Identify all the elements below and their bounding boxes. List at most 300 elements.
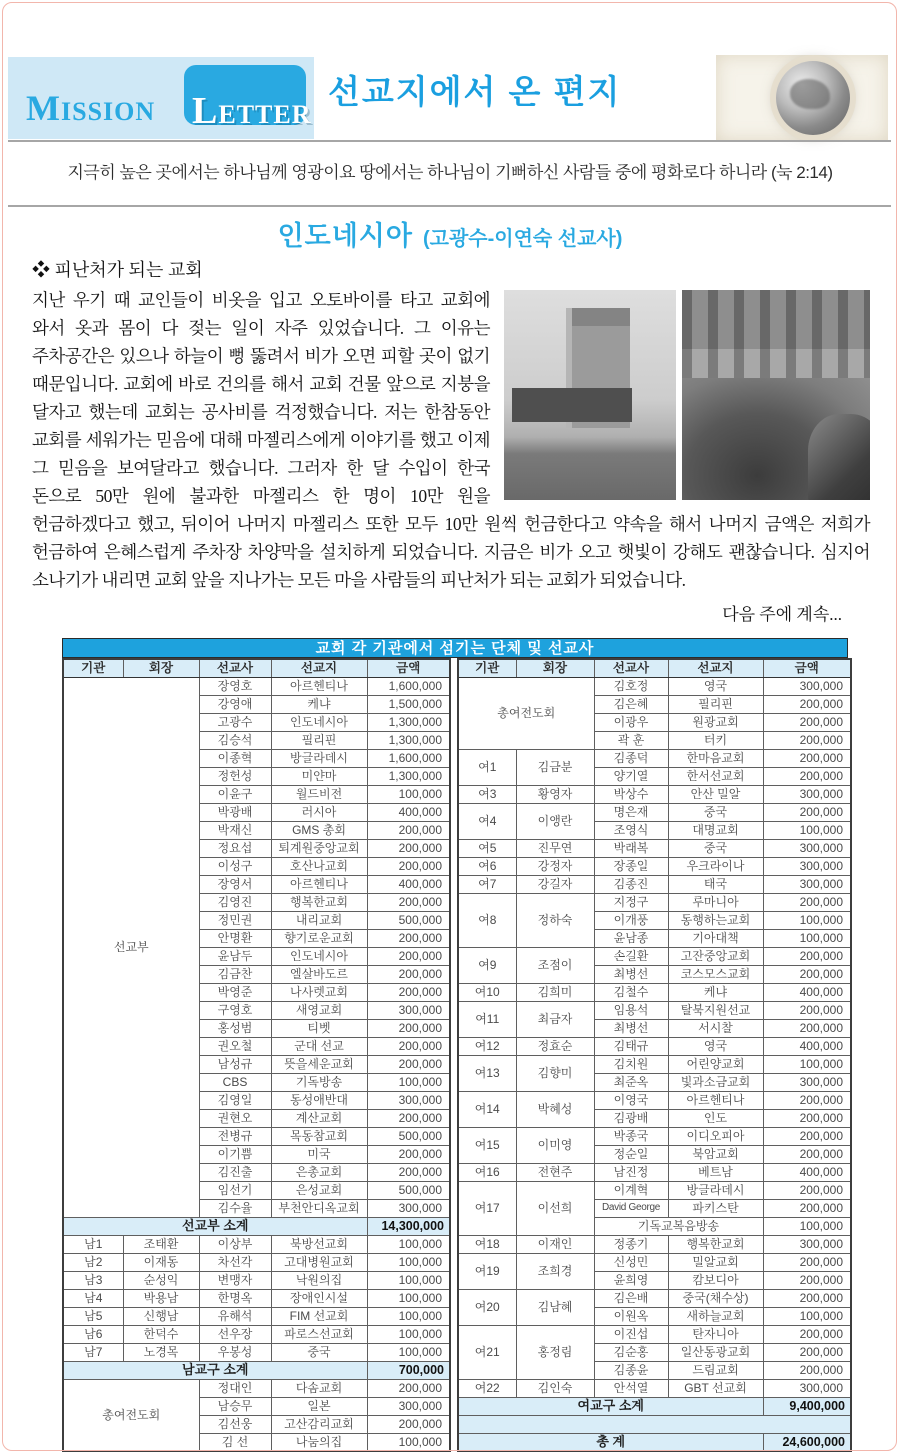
table-cell: 남성규: [199, 1055, 271, 1073]
table-cell: 탄자니아: [668, 1325, 763, 1343]
table-row: [458, 1415, 851, 1433]
table-cell: 행복한교회: [668, 1235, 763, 1253]
table-cell: 조희경: [516, 1253, 594, 1289]
table-cell: 부천안디옥교회: [271, 1199, 367, 1217]
table-cell: David George: [594, 1199, 668, 1217]
table-cell: 200,000: [763, 1361, 851, 1379]
table-cell: 200,000: [367, 1055, 450, 1073]
table-cell: 200,000: [763, 1019, 851, 1037]
table-cell: 200,000: [367, 929, 450, 947]
table-row: [458, 1001, 851, 1019]
table-cell: 내리교회: [271, 911, 367, 929]
table-row: [63, 1235, 450, 1253]
table-cell: 고잔중앙교회: [668, 947, 763, 965]
table-cell: 정대인: [199, 1379, 271, 1397]
table-row: [458, 1253, 851, 1271]
table-cell: 김종덕: [594, 749, 668, 767]
table-row: [458, 983, 851, 1001]
table-row: [458, 1163, 851, 1181]
column-header: 선교사: [199, 659, 271, 677]
table-cell: 나눔의집: [271, 1433, 367, 1451]
table-cell: 김은혜: [594, 695, 668, 713]
table-cell: 노경목: [123, 1343, 199, 1361]
table-cell: 박재신: [199, 821, 271, 839]
table-cell: 김종진: [594, 875, 668, 893]
table-cell: 월드비전: [271, 785, 367, 803]
column-header: 기관: [458, 659, 516, 677]
table-cell: 300,000: [367, 1397, 450, 1415]
table-cell: 100,000: [367, 1307, 450, 1325]
table-cell: 차선각: [199, 1253, 271, 1271]
article-heading: ❖ 피난처가 되는 교회: [32, 260, 203, 280]
table-cell: 김남혜: [516, 1289, 594, 1325]
table-cell: 홍성범: [199, 1019, 271, 1037]
table-cell: 장영호: [199, 677, 271, 695]
table-cell: 100,000: [367, 1343, 450, 1361]
table-cell: 200,000: [367, 1037, 450, 1055]
table-cell: 200,000: [367, 857, 450, 875]
table-cell: 엘살바도르: [271, 965, 367, 983]
table-cell: 이상부: [199, 1235, 271, 1253]
table-cell: 강길자: [516, 875, 594, 893]
table-cell: 1,600,000: [367, 749, 450, 767]
table-cell: 전현주: [516, 1163, 594, 1181]
table-cell: 300,000: [763, 857, 851, 875]
table-cell: 200,000: [367, 821, 450, 839]
table-cell: 김철수: [594, 983, 668, 1001]
table-cell: 임선기: [199, 1181, 271, 1199]
bible-verse: 지극히 높은 곳에서는 하나님께 영광이요 땅에서는 하나님이 기뻐하신 사람들 중에 평화로다 하니라 (눅 2:14): [67, 163, 833, 182]
table-cell: 권현오: [199, 1109, 271, 1127]
table-cell: 200,000: [763, 695, 851, 713]
table-cell: 200,000: [763, 1091, 851, 1109]
table-cell: 신행남: [123, 1307, 199, 1325]
table-cell: 정순일: [594, 1145, 668, 1163]
table-cell: 100,000: [367, 1325, 450, 1343]
table-cell: 진무연: [516, 839, 594, 857]
table-cell: 1,600,000: [367, 677, 450, 695]
donation-tables: [62, 658, 848, 1452]
table-cell: 100,000: [367, 785, 450, 803]
donation-table-left: [62, 658, 451, 1452]
table-row: [458, 1325, 851, 1343]
table-cell: 나사렛교회: [271, 983, 367, 1001]
table-cell: 김금분: [516, 749, 594, 785]
table-cell: 100,000: [763, 1217, 851, 1235]
table-cell: 200,000: [763, 1271, 851, 1289]
table-cell: 중국: [668, 839, 763, 857]
table-cell: 300,000: [763, 1235, 851, 1253]
table-cell: FIM 선교회: [271, 1307, 367, 1325]
table-cell: 행복한교회: [271, 893, 367, 911]
table-row: [458, 677, 851, 695]
table-cell: 최준옥: [594, 1073, 668, 1091]
section-missionaries: (고광수-이연숙 선교사): [423, 228, 623, 250]
table-cell: 김영진: [199, 893, 271, 911]
table-cell: 한서선교회: [668, 767, 763, 785]
table-cell: 정종기: [594, 1235, 668, 1253]
table-cell: 베트남: [668, 1163, 763, 1181]
table-cell: 대명교회: [668, 821, 763, 839]
article-photos: [504, 290, 870, 500]
table-cell: 200,000: [367, 1109, 450, 1127]
table-cell: 손길환: [594, 947, 668, 965]
table-cell: 강영애: [199, 695, 271, 713]
table-cell: 인도네시아: [271, 713, 367, 731]
table-cell: 향기로운교회: [271, 929, 367, 947]
table-row: [458, 749, 851, 767]
table-cell: 100,000: [367, 1433, 450, 1451]
table-cell: 정헌성: [199, 767, 271, 785]
table-cell: 200,000: [367, 1163, 450, 1181]
table-cell: 김진출: [199, 1163, 271, 1181]
table-cell: 300,000: [763, 839, 851, 857]
table-cell: 케냐: [668, 983, 763, 1001]
table-cell: 200,000: [763, 749, 851, 767]
table-cell: 여7: [458, 875, 516, 893]
table-cell: 일산동광교회: [668, 1343, 763, 1361]
table-cell: 다솜교회: [271, 1379, 367, 1397]
table-cell: CBS: [199, 1073, 271, 1091]
table-cell: 아르헨티나: [271, 677, 367, 695]
table-cell: 계산교회: [271, 1109, 367, 1127]
table-cell: 드림교회: [668, 1361, 763, 1379]
table-cell: 최병선: [594, 965, 668, 983]
table-cell: 구영호: [199, 1001, 271, 1019]
subtotal-cell: 선교부 소계: [63, 1217, 367, 1235]
table-cell: 동행하는교회: [668, 911, 763, 929]
table-cell: 이계혁: [594, 1181, 668, 1199]
table-cell: 조점이: [516, 947, 594, 983]
subtotal-cell: 700,000: [367, 1361, 450, 1379]
table-cell: 100,000: [763, 1307, 851, 1325]
section-title: [0, 214, 900, 253]
table-cell: 목동참교회: [271, 1127, 367, 1145]
table-cell: 빛과소금교회: [668, 1073, 763, 1091]
table-cell: 200,000: [367, 965, 450, 983]
table-cell: 200,000: [763, 1181, 851, 1199]
table-cell: 박용남: [123, 1289, 199, 1307]
table-cell: 남7: [63, 1343, 123, 1361]
table-cell: 안석열: [594, 1379, 668, 1397]
table-cell: 이디오피아: [668, 1127, 763, 1145]
table-cell: 김선웅: [199, 1415, 271, 1433]
table-row: [458, 803, 851, 821]
subtotal-cell: 총 계: [458, 1433, 763, 1451]
table-cell: 200,000: [763, 1001, 851, 1019]
table-cell: 200,000: [367, 1379, 450, 1397]
table-cell: 이윤구: [199, 785, 271, 803]
table-cell: 남6: [63, 1325, 123, 1343]
table-cell: 300,000: [763, 785, 851, 803]
table-cell: 서시찰: [668, 1019, 763, 1037]
table-title: 교회 각 기관에서 섬기는 단체 및 선교사: [62, 638, 848, 658]
table-cell: 200,000: [367, 947, 450, 965]
table-cell: 여9: [458, 947, 516, 983]
table-row: [458, 1055, 851, 1073]
article-body: 지난 우기 때 교인들이 비옷을 입고 오토바이를 타고 교회에 와서 옷과 몸이 다 젖는 일이 자주 있었습니다. 그 이유는 주차공간은 있으나 하늘이 뻥 뚫려서 비가 오면 피할 곳이 없기 때문입니다. 교회에 바로 건의를 해서 교회 건물 앞으로 지붕을 달자고 했는데 교회는 공사비를 걱정했습니다. 저는 한참동안 교회를 세워가는 믿음에 대해 마젤리스에게 이야기를 했고 이제 그 믿음을 보여달라고 했습니다. 그러자 한 달 수입이 한국 돈으로 50만 원에 불과한 마젤리스 한 명이 10만 원을 헌금하겠다고 했고, 뒤이어 나머지 마젤리스 또한 모두 10만 원씩 헌금한다고 약속을 해서 나머지 금액은 저희가 헌금하여 은혜스럽게 주차장 차양막을 설치하게 되었습니다. 지금은 비가 오고 햇빛이 강해도 괜찮습니다. 심지어 소나기가 내리면 교회 앞을 지나가는 모든 마을 사람들의 피난처가 되는 교회가 되었습니다.: [32, 290, 870, 590]
table-cell: 순성익: [123, 1271, 199, 1289]
table-cell: 이선희: [516, 1181, 594, 1235]
table-cell: 이재인: [516, 1235, 594, 1253]
table-cell: 100,000: [763, 929, 851, 947]
table-row: [63, 1361, 450, 1379]
table-cell: 김인숙: [516, 1379, 594, 1397]
table-cell: 300,000: [367, 1091, 450, 1109]
table-cell: 은성교회: [271, 1181, 367, 1199]
subtotal-cell: 14,300,000: [367, 1217, 450, 1235]
table-cell: 기독방송: [271, 1073, 367, 1091]
table-row: [458, 785, 851, 803]
table-cell: 남1: [63, 1235, 123, 1253]
table-cell: 최금자: [516, 1001, 594, 1037]
table-cell: 새하늘교회: [668, 1307, 763, 1325]
to-be-continued: 다음 주에 계속...: [722, 605, 842, 624]
table-cell: 김광배: [594, 1109, 668, 1127]
table-cell: 300,000: [763, 677, 851, 695]
section-country: 인도네시아: [277, 221, 413, 251]
table-cell: 남5: [63, 1307, 123, 1325]
table-cell: 여20: [458, 1289, 516, 1325]
table-cell: 김희미: [516, 983, 594, 1001]
table-cell: 200,000: [367, 893, 450, 911]
table-cell: 조영식: [594, 821, 668, 839]
table-cell: 태국: [668, 875, 763, 893]
table-cell: 300,000: [763, 1073, 851, 1091]
table-row: [458, 1433, 851, 1451]
table-cell: 파키스탄: [668, 1199, 763, 1217]
table-cell: 500,000: [367, 1181, 450, 1199]
table-cell: 고광수: [199, 713, 271, 731]
table-cell: 호산나교회: [271, 857, 367, 875]
table-cell: 밀알교회: [668, 1253, 763, 1271]
table-cell: 인도네시아: [271, 947, 367, 965]
table-cell: 여16: [458, 1163, 516, 1181]
table-cell: 200,000: [763, 1109, 851, 1127]
table-cell: 여3: [458, 785, 516, 803]
table-cell: 탈북지원선교: [668, 1001, 763, 1019]
table-cell: 중국: [668, 803, 763, 821]
table-row: [63, 1271, 450, 1289]
table-cell: 박래복: [594, 839, 668, 857]
column-header: 기관: [63, 659, 123, 677]
table-cell: 100,000: [763, 911, 851, 929]
table-cell: 조태환: [123, 1235, 199, 1253]
table-cell: 명은재: [594, 803, 668, 821]
table-cell: 뜻을세운교회: [271, 1055, 367, 1073]
logo-mission-text: MISSION: [26, 88, 156, 128]
table-cell: 최병선: [594, 1019, 668, 1037]
table-cell: 선우장: [199, 1325, 271, 1343]
table-cell: 원광교회: [668, 713, 763, 731]
table-cell: 200,000: [763, 803, 851, 821]
table-cell: 김종윤: [594, 1361, 668, 1379]
table-row: [458, 1235, 851, 1253]
table-cell: 우봉성: [199, 1343, 271, 1361]
table-cell: 김태규: [594, 1037, 668, 1055]
subtotal-cell: 9,400,000: [763, 1397, 851, 1415]
table-cell: 여15: [458, 1127, 516, 1163]
subtotal-cell: 남교구 소계: [63, 1361, 367, 1379]
table-cell: 파로스선교회: [271, 1325, 367, 1343]
table-cell: 군대 선교: [271, 1037, 367, 1055]
table-row: [458, 1127, 851, 1145]
mission-letter-logo: [26, 65, 312, 135]
table-cell: 총여전도회: [63, 1379, 199, 1451]
table-cell: 윤남두: [199, 947, 271, 965]
table-cell: 여19: [458, 1253, 516, 1289]
table-cell: 이성구: [199, 857, 271, 875]
table-cell: 200,000: [763, 1253, 851, 1271]
table-cell: 티벳: [271, 1019, 367, 1037]
table-cell: 300,000: [763, 1379, 851, 1397]
table-cell: 김금찬: [199, 965, 271, 983]
table-cell: 곽 훈: [594, 731, 668, 749]
table-cell: 이진섭: [594, 1325, 668, 1343]
table-cell: 남4: [63, 1289, 123, 1307]
table-cell: 러시아: [271, 803, 367, 821]
table-cell: 장애인시설: [271, 1289, 367, 1307]
table-cell: 이재동: [123, 1253, 199, 1271]
table-cell: 박상수: [594, 785, 668, 803]
table-row: [63, 1343, 450, 1361]
table-cell: 200,000: [763, 1343, 851, 1361]
table-cell: 500,000: [367, 1127, 450, 1145]
table-cell: 한덕수: [123, 1325, 199, 1343]
table-cell: 200,000: [763, 1289, 851, 1307]
table-cell: 필리핀: [271, 731, 367, 749]
table-cell: 퇴계원중앙교회: [271, 839, 367, 857]
table-cell: 100,000: [367, 1253, 450, 1271]
table-row: [458, 839, 851, 857]
table-cell: 1,300,000: [367, 767, 450, 785]
table-cell: 안산 밀알: [668, 785, 763, 803]
table-row: [458, 1181, 851, 1199]
table-cell: 선교부: [63, 677, 199, 1217]
motorbikes-under-canopy-photo: [682, 290, 870, 500]
table-cell: 영국: [668, 1037, 763, 1055]
diamond-bullet-icon: ❖: [32, 260, 50, 280]
table-cell: 200,000: [763, 731, 851, 749]
table-row: [63, 1307, 450, 1325]
table-cell: 임용석: [594, 1001, 668, 1019]
table-cell: 이원옥: [594, 1307, 668, 1325]
table-cell: 황영자: [516, 785, 594, 803]
table-row: [63, 1253, 450, 1271]
table-cell: 고대병원교회: [271, 1253, 367, 1271]
table-row: [63, 1379, 450, 1397]
table-row: [458, 875, 851, 893]
table-cell: 윤희영: [594, 1271, 668, 1289]
table-cell: 200,000: [763, 1145, 851, 1163]
table-cell: 200,000: [367, 983, 450, 1001]
table-cell: 김치원: [594, 1055, 668, 1073]
table-row: [458, 1091, 851, 1109]
table-cell: 남승무: [199, 1397, 271, 1415]
table-cell: 김향미: [516, 1055, 594, 1091]
table-cell: 새영교회: [271, 1001, 367, 1019]
table-cell: 200,000: [763, 713, 851, 731]
subtotal-cell: 24,600,000: [763, 1433, 851, 1451]
table-cell: 이기쁨: [199, 1145, 271, 1163]
table-cell: 안명환: [199, 929, 271, 947]
table-cell: 북암교회: [668, 1145, 763, 1163]
table-cell: 1,300,000: [367, 713, 450, 731]
table-cell: 한명옥: [199, 1289, 271, 1307]
subtotal-cell: 여교구 소계: [458, 1397, 763, 1415]
table-cell: 이미영: [516, 1127, 594, 1163]
table-cell: 동성애반대: [271, 1091, 367, 1109]
table-row: [63, 1217, 450, 1235]
table-cell: 여14: [458, 1091, 516, 1127]
table-cell: 김호정: [594, 677, 668, 695]
table-cell: 100,000: [763, 1055, 851, 1073]
table-cell: 김영일: [199, 1091, 271, 1109]
table-cell: 500,000: [367, 911, 450, 929]
table-cell: 한마음교회: [668, 749, 763, 767]
table-cell: 총여전도회: [458, 677, 594, 749]
table-cell: 변맹자: [199, 1271, 271, 1289]
table-cell: 김 선: [199, 1433, 271, 1451]
table-cell: 장영서: [199, 875, 271, 893]
table-cell: 300,000: [367, 1199, 450, 1217]
table-cell: 1,500,000: [367, 695, 450, 713]
table-cell: 유해석: [199, 1307, 271, 1325]
globe-icon: [776, 61, 850, 135]
table-cell: 강정자: [516, 857, 594, 875]
table-cell: 여6: [458, 857, 516, 875]
table-cell: 전병규: [199, 1127, 271, 1145]
column-header: 선교지: [271, 659, 367, 677]
table-cell: 400,000: [763, 1163, 851, 1181]
table-cell: 여8: [458, 893, 516, 947]
table-cell: 정하숙: [516, 893, 594, 947]
table-cell: 낙원의집: [271, 1271, 367, 1289]
column-header: 금액: [367, 659, 450, 677]
table-cell: 어린양교회: [668, 1055, 763, 1073]
donation-table-right: [457, 658, 852, 1452]
table-cell: 이광우: [594, 713, 668, 731]
table-cell: 인도: [668, 1109, 763, 1127]
table-cell: 여13: [458, 1055, 516, 1091]
table-cell: 김승석: [199, 731, 271, 749]
table-cell: 박혜성: [516, 1091, 594, 1127]
table-cell: 남3: [63, 1271, 123, 1289]
table-cell: 100,000: [367, 1271, 450, 1289]
globe-image: [716, 55, 888, 141]
article: [32, 256, 870, 625]
table-cell: 200,000: [367, 1019, 450, 1037]
table-cell: 여5: [458, 839, 516, 857]
table-row: [63, 677, 450, 695]
table-cell: 일본: [271, 1397, 367, 1415]
table-cell: 김은배: [594, 1289, 668, 1307]
table-cell: 200,000: [763, 767, 851, 785]
table-cell: 300,000: [367, 1001, 450, 1019]
table-cell: 이개풍: [594, 911, 668, 929]
table-cell: 100,000: [367, 1235, 450, 1253]
table-cell: 200,000: [763, 965, 851, 983]
divider-line: [8, 205, 891, 207]
table-row: [458, 1397, 851, 1415]
table-cell: 여11: [458, 1001, 516, 1037]
table-row: [458, 1289, 851, 1307]
table-cell: 신성민: [594, 1253, 668, 1271]
table-cell: 정민권: [199, 911, 271, 929]
table-cell: 북방선교회: [271, 1235, 367, 1253]
table-cell: 200,000: [763, 947, 851, 965]
table-cell: 케냐: [271, 695, 367, 713]
